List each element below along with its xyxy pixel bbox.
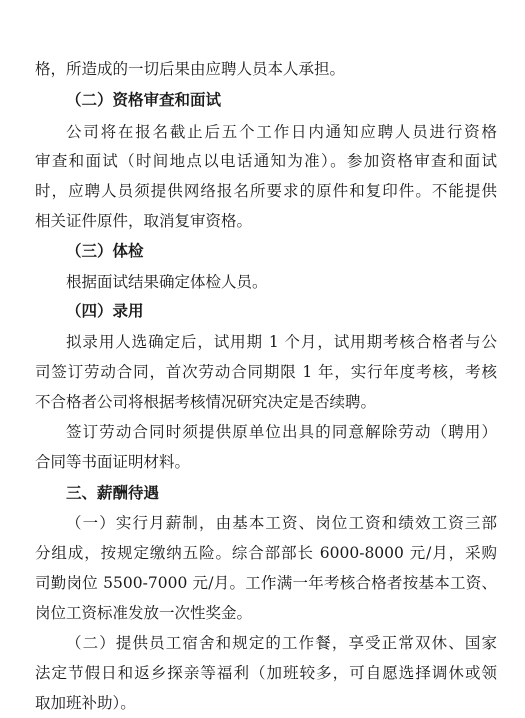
section-heading-qualification-review: （二）资格审查和面试	[66, 90, 222, 109]
paragraph-line-14: 合同等书面证明材料。	[35, 453, 191, 471]
paragraph-line-6: 相关证件原件，取消复审资格。	[35, 212, 253, 230]
paragraph-line-16: （一）实行月薪制，由基本工资、岗位工资和绩效工资三部	[66, 514, 497, 532]
section-heading-compensation: 三、薪酬待遇	[66, 483, 160, 502]
paragraph-line-5: 时，应聘人员须提供网络报名所要求的原件和复印件。不能提供	[35, 182, 497, 200]
paragraph-line-17: 分组成，按规定缴纳五险。综合部部长 6000-8000 元/月，采购	[35, 544, 497, 562]
paragraph-line-8: 根据面试结果确定体检人员。	[66, 273, 268, 291]
paragraph-line-1: 格，所造成的一切后果由应聘人员本人承担。	[35, 60, 346, 78]
paragraph-line-20: （二）提供员工宿舍和规定的工作餐，享受正常双休、国家	[66, 634, 497, 652]
section-heading-physical-exam: （三）体检	[66, 241, 144, 260]
paragraph-line-12: 不合格者公司将根据考核情况研究决定是否续聘。	[35, 393, 377, 411]
paragraph-line-19: 岗位工资标准发放一次性奖金。	[35, 604, 253, 622]
section-heading-hiring: （四）录用	[66, 301, 144, 320]
paragraph-line-11: 司签订劳动合同，首次劳动合同期限 1 年，实行年度考核，考核	[35, 363, 497, 381]
paragraph-line-10: 拟录用人选确定后，试用期 1 个月，试用期考核合格者与公	[66, 333, 497, 351]
paragraph-line-21: 法定节假日和返乡探亲等福利（加班较多，可自愿选择调休或领	[35, 664, 497, 682]
paragraph-line-3: 公司将在报名截止后五个工作日内通知应聘人员进行资格	[66, 123, 497, 141]
paragraph-line-22: 取加班补助）。	[35, 694, 136, 712]
paragraph-line-4: 审查和面试（时间地点以电话通知为准）。参加资格审查和面试	[35, 152, 497, 170]
paragraph-line-13: 签订劳动合同时须提供原单位出具的同意解除劳动（聘用）	[66, 423, 497, 441]
paragraph-line-18: 司勤岗位 5500-7000 元/月。工作满一年考核合格者按基本工资、	[35, 574, 497, 592]
